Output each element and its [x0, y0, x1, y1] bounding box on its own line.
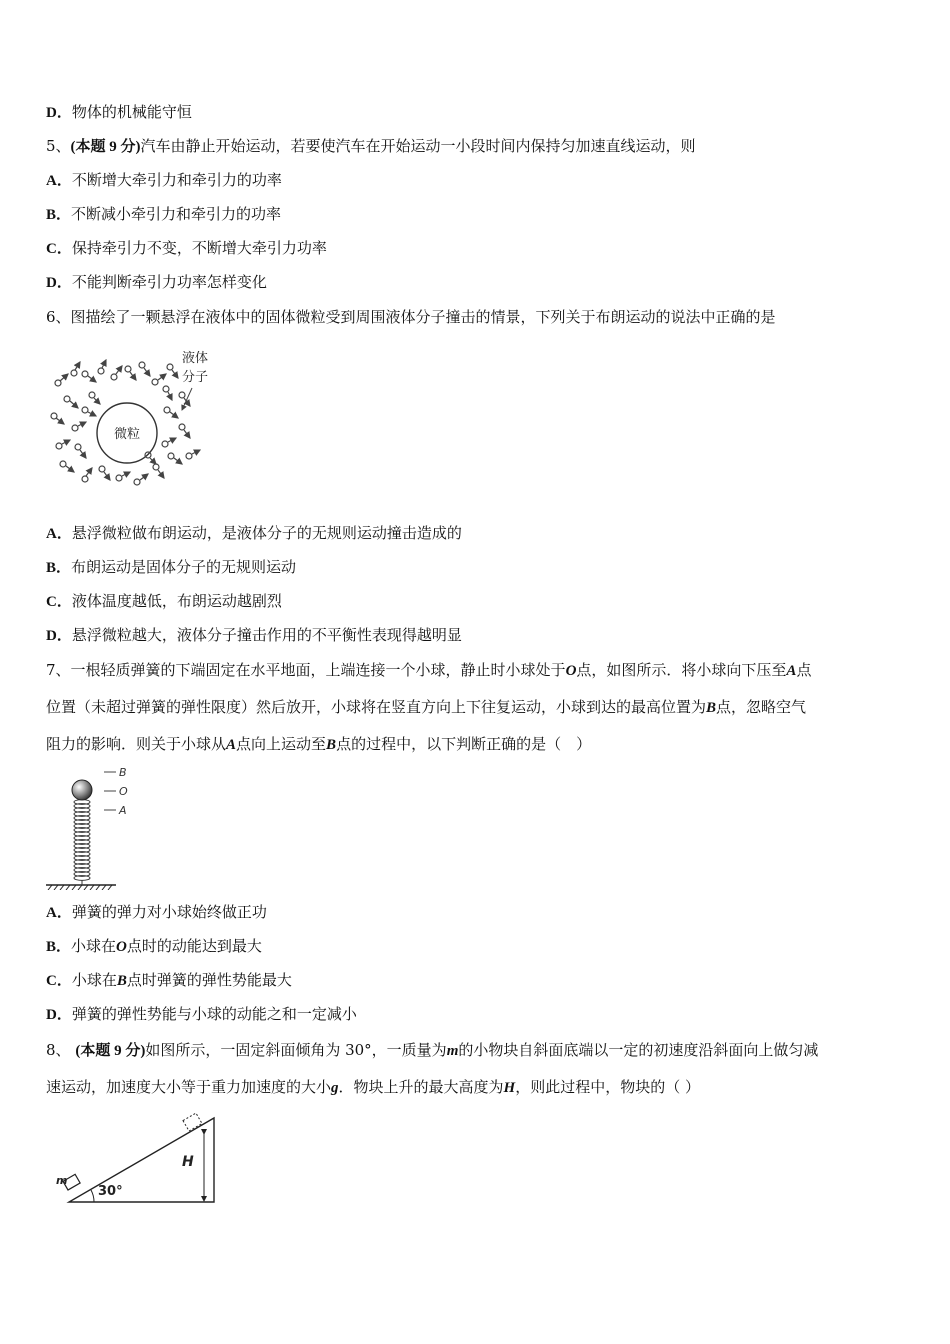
molecule-pointer-arrow — [182, 388, 192, 410]
q7-option-a — [46, 902, 267, 923]
particle-label: 微粒 — [113, 427, 141, 442]
q7-option-b — [46, 936, 262, 957]
option-letter: C． — [46, 594, 72, 610]
option-text: 小球在 — [71, 971, 117, 989]
option-text: 不能判断牵引力功率怎样变化 — [71, 273, 267, 291]
option-text: 悬浮微粒越大，液体分子撞击作用的不平衡性表现得越明显 — [71, 626, 462, 644]
label-o: O — [119, 785, 128, 798]
q6-option-a — [46, 523, 462, 544]
option-letter: D． — [46, 628, 72, 644]
option-letter: D． — [46, 275, 72, 291]
q6-option-b — [46, 557, 296, 578]
option-text: 液体温度越低，布朗运动越剧烈 — [71, 592, 282, 610]
question-number: 5、 — [46, 137, 71, 155]
q7-option-c — [46, 970, 292, 991]
stem-text: 点的过程中，以下判断正确的是（ ） — [336, 735, 592, 753]
question-number: 6、 — [46, 308, 71, 326]
option-text: 弹簧的弹力对小球始终做正功 — [71, 903, 267, 921]
stem-text: 点向上运动至 — [236, 735, 327, 753]
liquid-molecules — [51, 360, 200, 485]
ball — [72, 780, 92, 800]
option-text: 点时弹簧的弹性势能最大 — [126, 971, 292, 989]
stem-text: ．物块上升的最大高度为 — [338, 1078, 504, 1096]
point-b: B — [326, 737, 337, 753]
q6-stem — [46, 307, 776, 327]
question-stem: 图描绘了一颗悬浮在液体中的固体微粒受到周围液体分子撞击的情景，下列关于布朗运动的说法中正确的是 — [70, 308, 776, 326]
q8-stem-line2 — [46, 1077, 700, 1098]
spring-coils — [74, 800, 90, 885]
stem-text: 点，如图所示．将小球向下压至 — [576, 661, 787, 679]
molecule-label-line2: 分子 — [182, 370, 209, 385]
molecule-label-line1: 液体 — [182, 351, 209, 366]
stem-text: 如图所示，一固定斜面倾角为 30°，一质量为 — [145, 1041, 447, 1059]
q5-option-d — [46, 272, 267, 293]
q7-option-d — [46, 1004, 357, 1025]
q5-option-a — [46, 170, 282, 191]
q5-stem — [46, 136, 696, 157]
option-letter: D． — [46, 105, 72, 121]
incline-figure — [54, 1108, 222, 1206]
spring-ball-figure — [44, 762, 139, 890]
label-a: A — [119, 804, 127, 817]
question-score: (本题 9 分) — [70, 139, 141, 155]
option-text: 布朗运动是固体分子的无规则运动 — [71, 558, 297, 576]
var-m: m — [446, 1043, 459, 1059]
option-text: 小球在 — [71, 937, 117, 955]
option-text: 不断增大牵引力和牵引力的功率 — [71, 171, 282, 189]
point-a: A — [786, 663, 797, 679]
angle-label: 30° — [98, 1184, 123, 1199]
option-letter: A． — [46, 173, 72, 189]
q5-option-b — [46, 204, 281, 225]
block-top-dashed — [183, 1113, 202, 1131]
q7-stem-line2 — [46, 697, 806, 718]
question-score: (本题 9 分) — [75, 1043, 146, 1059]
q7-stem-line3 — [46, 734, 591, 755]
label-b: B — [119, 766, 127, 779]
point-b: B — [706, 700, 717, 716]
mass-label: m — [56, 1174, 68, 1187]
option-letter: C． — [46, 973, 72, 989]
stem-text: ，则此过程中，物块的（ ） — [515, 1078, 700, 1096]
q6-option-c — [46, 591, 282, 612]
option-text: 悬浮微粒做布朗运动，是液体分子的无规则运动撞击造成的 — [71, 524, 462, 542]
height-label: H — [182, 1154, 194, 1170]
point-a: A — [226, 737, 237, 753]
question-number: 8、 — [46, 1041, 71, 1059]
stem-text: 阻力的影响．则关于小球从 — [46, 735, 227, 753]
point-o: O — [116, 939, 127, 955]
question-number: 7、 — [46, 661, 71, 679]
question-stem: 汽车由静止开始运动，若要使汽车在开始运动一小段时间内保持匀加速直线运动，则 — [140, 137, 696, 155]
stem-text: 一根轻质弹簧的下端固定在水平地面，上端连接一个小球，静止时小球处于 — [70, 661, 566, 679]
ground-hatching — [48, 885, 112, 890]
option-text: 保持牵引力不变，不断增大牵引力功率 — [71, 239, 327, 257]
option-letter: C． — [46, 241, 72, 257]
q7-stem-line1 — [46, 660, 811, 681]
q6-option-d — [46, 625, 462, 646]
q4-option-d — [46, 102, 192, 123]
stem-text: 点 — [796, 661, 812, 679]
brownian-motion-figure — [50, 346, 225, 494]
stem-text: 点，忽略空气 — [716, 698, 807, 716]
var-g: g — [331, 1080, 339, 1096]
q8-stem-line1 — [46, 1040, 818, 1061]
point-b: B — [116, 973, 127, 989]
stem-text: 速运动，加速度大小等于重力加速度的大小 — [46, 1078, 332, 1096]
point-o: O — [565, 663, 577, 679]
option-text: 弹簧的弹性势能与小球的动能之和一定减小 — [71, 1005, 357, 1023]
var-h: H — [503, 1080, 516, 1096]
option-letter: D． — [46, 1007, 72, 1023]
stem-text: 的小物块自斜面底端以一定的初速度沿斜面向上做匀减 — [458, 1041, 819, 1059]
option-text: 不断减小牵引力和牵引力的功率 — [71, 205, 282, 223]
option-letter: A． — [46, 526, 72, 542]
option-text: 物体的机械能守恒 — [71, 103, 192, 121]
angle-arc — [91, 1190, 94, 1202]
option-letter: A． — [46, 905, 72, 921]
option-letter: B． — [46, 207, 72, 223]
option-letter: B． — [46, 560, 72, 576]
option-text: 点时的动能达到最大 — [126, 937, 262, 955]
stem-text: 位置（未超过弹簧的弹性限度）然后放开，小球将在竖直方向上下往复运动，小球到达的最高位置为 — [46, 698, 707, 716]
option-letter: B． — [46, 939, 72, 955]
q5-option-c — [46, 238, 327, 259]
